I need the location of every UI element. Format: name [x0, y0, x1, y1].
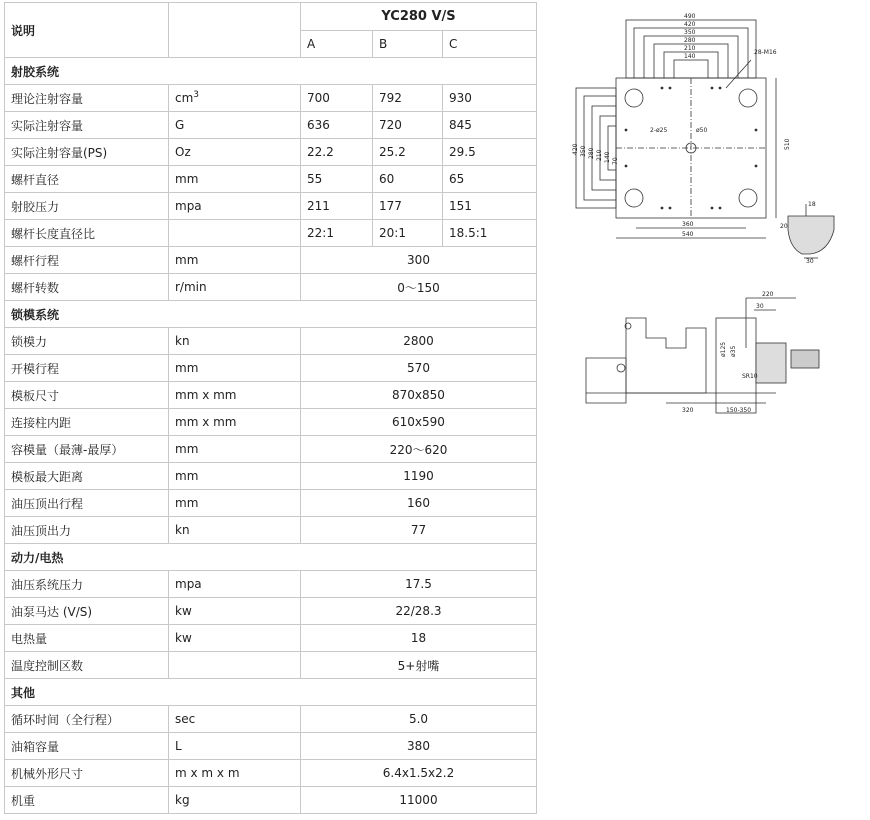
row-value: 0～150 [301, 274, 537, 301]
row-value: 610x590 [301, 409, 537, 436]
row-label: 模板尺寸 [5, 382, 169, 409]
row-value: 380 [301, 733, 537, 760]
tie-bar-hole [625, 89, 643, 107]
dim-label: 30 [756, 303, 764, 310]
value-a: 22:1 [301, 220, 373, 247]
table-row [5, 760, 537, 787]
row-unit: kw [169, 598, 301, 625]
dim-label: 20 [780, 223, 788, 230]
table-header-row [5, 3, 537, 31]
table-row [5, 706, 537, 733]
row-label: 实际注射容量 [5, 112, 169, 139]
table-row [5, 112, 537, 139]
dim-label: 220 [762, 291, 774, 298]
dim-label: 350 [684, 29, 696, 36]
table-row [5, 571, 537, 598]
row-value: 6.4x1.5x2.2 [301, 760, 537, 787]
dim-label: 140 [684, 53, 696, 60]
dim-label: 540 [682, 231, 694, 238]
tie-bar-hole [625, 189, 643, 207]
value-c: 65 [443, 166, 537, 193]
bolt-hole [661, 207, 664, 210]
row-value: 5+射嘴 [301, 652, 537, 679]
injection-unit [791, 350, 819, 368]
dim-label: 280 [588, 147, 595, 159]
row-value: 11000 [301, 787, 537, 814]
tie-bar-hole [739, 89, 757, 107]
row-unit: mpa [169, 571, 301, 598]
dim-label: 510 [784, 138, 791, 150]
value-c: 930 [443, 85, 537, 112]
row-label: 容模量（最薄-最厚） [5, 436, 169, 463]
row-value: 300 [301, 247, 537, 274]
bolt-hole [719, 87, 722, 90]
dim-label: 350 [580, 145, 587, 157]
value-a: 211 [301, 193, 373, 220]
dim-bracket [592, 106, 616, 190]
row-label: 实际注射容量(PS) [5, 139, 169, 166]
row-unit [169, 220, 301, 247]
row-value: 77 [301, 517, 537, 544]
table-row [5, 409, 537, 436]
value-a: 22.2 [301, 139, 373, 166]
hole-label: ø50 [696, 127, 708, 134]
row-label: 电热量 [5, 625, 169, 652]
row-unit: mpa [169, 193, 301, 220]
row-label: 油泵马达 (V/S) [5, 598, 169, 625]
row-label: 螺杆行程 [5, 247, 169, 274]
row-value: 18 [301, 625, 537, 652]
row-unit: mm [169, 436, 301, 463]
row-label: 油箱容量 [5, 733, 169, 760]
spec-table [4, 2, 537, 814]
dim-label: 210 [684, 45, 696, 52]
row-unit: L [169, 733, 301, 760]
row-unit: Oz [169, 139, 301, 166]
row-unit: kw [169, 625, 301, 652]
table-row [5, 490, 537, 517]
value-c: 29.5 [443, 139, 537, 166]
thread-label: 28-M16 [754, 49, 777, 56]
moving-platen [626, 318, 706, 393]
bolt-hole [625, 165, 628, 168]
row-value: 570 [301, 355, 537, 382]
table-row [5, 382, 537, 409]
row-unit [169, 85, 301, 112]
bolt-hole [661, 87, 664, 90]
table-row [5, 139, 537, 166]
table-row [5, 463, 537, 490]
table-row [5, 652, 537, 679]
value-a: 636 [301, 112, 373, 139]
dim-label: 150-350 [726, 407, 752, 414]
bolt-hole [719, 207, 722, 210]
row-unit: mm [169, 247, 301, 274]
bolt-hole [755, 165, 758, 168]
bolt-hole [625, 129, 628, 132]
row-value: 17.5 [301, 571, 537, 598]
section-row [5, 301, 537, 328]
table-row [5, 328, 537, 355]
row-label: 连接柱内距 [5, 409, 169, 436]
row-unit: r/min [169, 274, 301, 301]
row-unit: kn [169, 517, 301, 544]
value-b: 25.2 [373, 139, 443, 166]
row-unit: mm x mm [169, 409, 301, 436]
col-b-header: B [373, 31, 443, 58]
col-a-header: A [301, 31, 373, 58]
table-row [5, 85, 537, 112]
bolt-circle [617, 364, 625, 372]
bolt-hole [669, 207, 672, 210]
row-unit: mm [169, 463, 301, 490]
table-row [5, 220, 537, 247]
section-title-power: 动力/电热 [5, 544, 537, 571]
table-row [5, 787, 537, 814]
row-label: 开模行程 [5, 355, 169, 382]
row-label: 射胶压力 [5, 193, 169, 220]
bolt-hole [755, 129, 758, 132]
nozzle-body [756, 343, 786, 383]
value-c: 18.5:1 [443, 220, 537, 247]
fixed-platen [716, 318, 756, 413]
row-unit: mm x mm [169, 382, 301, 409]
row-label: 油压顶出力 [5, 517, 169, 544]
value-c: 845 [443, 112, 537, 139]
row-unit: m x m x m [169, 760, 301, 787]
row-unit: mm [169, 166, 301, 193]
row-label: 温度控制区数 [5, 652, 169, 679]
value-b: 177 [373, 193, 443, 220]
platen-front-svg [566, 8, 841, 263]
table-row [5, 436, 537, 463]
row-label: 油压系统压力 [5, 571, 169, 598]
section-row [5, 58, 537, 85]
value-c: 151 [443, 193, 537, 220]
table-row [5, 166, 537, 193]
table-row [5, 247, 537, 274]
row-unit: sec [169, 706, 301, 733]
value-a: 55 [301, 166, 373, 193]
row-label: 螺杆直径 [5, 166, 169, 193]
model-header: YC280 V/S [301, 3, 537, 31]
value-b: 720 [373, 112, 443, 139]
row-label: 机械外形尺寸 [5, 760, 169, 787]
bolt-hole [711, 87, 714, 90]
row-label: 油压顶出行程 [5, 490, 169, 517]
mold-side-drawing [566, 288, 841, 423]
section-detail [788, 216, 834, 254]
row-unit: mm [169, 490, 301, 517]
row-unit: mm [169, 355, 301, 382]
row-label: 螺杆转数 [5, 274, 169, 301]
unit-base: cm [175, 91, 194, 105]
row-unit [169, 652, 301, 679]
row-value: 2800 [301, 328, 537, 355]
desc-header: 说明 [5, 3, 169, 58]
dim-label: 30 [806, 258, 814, 263]
dim-label: 490 [684, 13, 696, 20]
dim-label: ø125 [720, 341, 727, 357]
mold-side-svg [566, 288, 841, 423]
bolt-hole [669, 87, 672, 90]
section-title-injection: 射胶系统 [5, 58, 537, 85]
value-b: 20:1 [373, 220, 443, 247]
dim-bracket [674, 60, 708, 78]
table-row [5, 517, 537, 544]
value-b: 60 [373, 166, 443, 193]
row-label: 循环时间（全行程） [5, 706, 169, 733]
dim-label: 70 [612, 157, 619, 165]
leader-line [726, 60, 751, 88]
row-value: 22/28.3 [301, 598, 537, 625]
table-row [5, 193, 537, 220]
row-label: 模板最大距离 [5, 463, 169, 490]
unit-superscript: 3 [193, 90, 200, 100]
value-b: 792 [373, 85, 443, 112]
section-row [5, 544, 537, 571]
dim-label: 420 [684, 21, 696, 28]
row-label: 理论注射容量 [5, 85, 169, 112]
table-row [5, 274, 537, 301]
bolt-hole [711, 207, 714, 210]
dim-label: 420 [572, 143, 579, 155]
section-row [5, 679, 537, 706]
dim-label: 210 [596, 149, 603, 161]
tie-bar-hole [739, 189, 757, 207]
section-title-clamping: 锁模系统 [5, 301, 537, 328]
dim-label: SR10 [742, 373, 758, 380]
hole-label: 2-ø25 [650, 127, 668, 134]
col-c-header: C [443, 31, 537, 58]
row-value: 870x850 [301, 382, 537, 409]
table-row [5, 598, 537, 625]
row-unit: kg [169, 787, 301, 814]
dim-label: ø35 [730, 345, 737, 357]
table-row [5, 355, 537, 382]
row-unit: G [169, 112, 301, 139]
dim-label: 140 [604, 151, 611, 163]
row-value: 5.0 [301, 706, 537, 733]
table-row [5, 625, 537, 652]
dim-label: 280 [684, 37, 696, 44]
row-label: 螺杆长度直径比 [5, 220, 169, 247]
value-a: 700 [301, 85, 373, 112]
dim-label: 320 [682, 407, 694, 414]
ejector-block [586, 358, 626, 403]
row-unit: kn [169, 328, 301, 355]
unit-header-empty [169, 3, 301, 58]
platen-front-drawing [566, 8, 841, 263]
row-label: 机重 [5, 787, 169, 814]
row-value: 1190 [301, 463, 537, 490]
dim-label: 360 [682, 221, 694, 228]
section-title-other: 其他 [5, 679, 537, 706]
row-label: 锁模力 [5, 328, 169, 355]
row-value: 160 [301, 490, 537, 517]
row-value: 220～620 [301, 436, 537, 463]
table-row [5, 733, 537, 760]
dim-label: 18 [808, 201, 816, 208]
